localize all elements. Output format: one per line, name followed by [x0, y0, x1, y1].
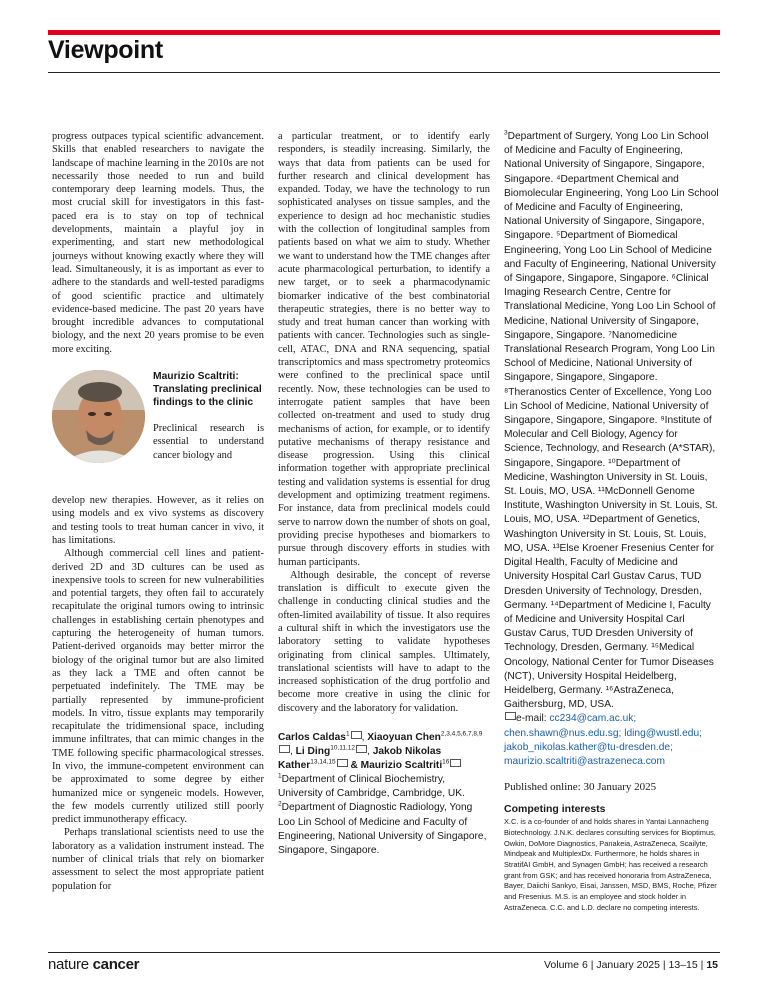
footer-divider — [48, 952, 720, 953]
email-icon — [505, 712, 516, 720]
affiliation-1: $^1$Department of Clinical Biochemistry, University of Cambridge, Cambridge, UK. — [278, 772, 465, 800]
email-links[interactable]: cc234@cam.ac.uk; chen.shawn@nus.edu.sg; lding@wustl.edu; jakob_nikolas.kather@tu-dresden.de; maurizio.scaltriti@astrazeneca.com — [504, 713, 702, 767]
scaltriti-section-header — [52, 364, 264, 494]
affiliation-2: $^2$Department of Diagnostic Radiology, Yong Loo Lin School of Medicine and Faculty of Engineering, National University of Singapore, Singapore, Singapore. — [278, 801, 487, 857]
author-name: Jakob Nikolas Kather — [278, 746, 442, 772]
author-sup: 13,14,15 — [310, 758, 336, 766]
author-sup: 16 — [442, 758, 450, 766]
published-date: Published online: 30 January 2025 — [504, 781, 657, 794]
author-name: Xiaoyuan Chen — [367, 732, 441, 744]
journal-logo — [48, 956, 139, 973]
author-list: Carlos Caldas$^1$ , Xiaoyuan Chen$^{2,3,4,5,6,7,8,9}$, Li Ding$^{10,11,12}$ , Jakob Nikolas Kather$^{13,14,15}$ & Maurizio Scaltriti$^{16}$ — [278, 730, 483, 772]
issue-info — [544, 959, 718, 971]
author-sup: 2,3,4,5,6,7,8,9 — [440, 730, 483, 738]
issue-text: Volume 6 | January 2025 | 13–15 | — [544, 959, 704, 971]
journal-name-part2: cancer — [92, 956, 140, 973]
email-icon[interactable] — [351, 731, 362, 739]
affiliation-1-text: Department of Clinical Biochemistry, University of Cambridge, Cambridge, UK. — [278, 774, 465, 800]
competing-interests-heading: Competing interests — [504, 803, 606, 816]
affiliations-text: Department of Surgery, Yong Loo Lin School of Medicine and Faculty of Engineering, National University of Singapore, Singapore, Singapore. ⁴Department Chemical and Biomolecular Engineering, Yong Loo Lin School of Medicine and Faculty of Engineering, National University of Singapore, Singapore, Singapore. ⁵Department of Biomedical Engineering, Yong Loo Lin School of Medicine and Faculty of Engineering, National University of Singapore, Singapore, Singapore. ⁶Clinical Imaging Research Centre, Centre for Translational Medicine, Yong Loo Lin School of Medicine, National University of Singapore, Singapore, Singapore. ⁷Nanomedicine Translational Research Program, Yong Loo Lin School of Medicine, National University of Singapore, Singapore, Singapore. ⁸Theranostics Center of Excellence, Yong Loo Lin School of Medicine, National University of Singapore, Singapore, Singapore. ⁹Institute of Molecular and Cell Biology, Agency for Science, Technology, and Research (A*STAR), Singapore, Singapore. ¹⁰Department of Medicine, Washington University in St. Louis, St. Louis, MO, USA. ¹¹McDonnell Genome Institute, Washington University in St. Louis, St. Louis, MO, USA. ¹²Department of Genetics, Washington University in St. Louis, St. Louis, MO, USA. ¹³Else Kroener Fresenius Center for Digital Health, Faculty of Medicine and University Hospital Carl Gustav Carus, TUD Dresden University of Technology, Dresden, Germany. ¹⁴Department of Medicine I, Faculty of Medicine and University Hospital Carl Gustav Carus, TUD Dresden University of Technology, Dresden, Germany. ¹⁵Medical Oncology, National Center for Tumor Diseases (NCT), University Hospital Heidelberg, Heidelberg, Germany. ¹⁶AstraZeneca, Gaithersburg, MD, USA. — [504, 131, 719, 711]
email-line — [504, 712, 719, 769]
email-icon[interactable] — [450, 759, 461, 767]
author-name: Li Ding — [295, 746, 331, 758]
page-number: 15 — [706, 959, 718, 971]
email-icon[interactable] — [337, 759, 348, 767]
email-label: e-mail: — [516, 713, 547, 725]
header-divider — [48, 72, 720, 73]
author-name: Maurizio Scaltriti — [360, 760, 443, 772]
col2-paragraph-1: a particular treatment, or to identify early responders, is steadily increasing. Similarly, the ways that data from patients can be used for further research and clinical development has expanded. Today, we have the technology to run sophisticated analyses on tissue samples, and the experience to design ad hoc mechanistic studies with the collection of longitudinal samples from patients based on what we aim to study. Whether we want to understand how the TME changes after acute pharmacological perturbation, to identify a new target, or to seek a pharmacodynamic biomarker indicative of the best combinatorial therapeutic strategies, there is no better way to study and treat human cancer than working with patients with cancer. Technologies such as single-cell, ATAC, DNA and RNA sequencing, spatial transcriptomics and mass spectrometry proteomics were confined to the preclinical space until recently. Now, these technologies can be used to interrogate patient samples that have been collected on-treatment and used to study drug mechanisms of action, for example, or to identify putative mechanisms of therapy resistance and disease progression. Using this clinical information together with appropriate preclinical testing and validation systems is essential for drug development and optimizing treatment regimens. For instance, data from preclinical models could serve to narrow down the number of shots on goal, providing precise hypotheses and biomarkers to pursue through discovery efforts in studies with human participants. — [278, 131, 490, 568]
section-subheading: Maurizio Scaltriti: Translating preclinical findings to the clinic — [153, 371, 262, 409]
section-title: Viewpoint — [48, 36, 163, 64]
email-icon[interactable] — [356, 745, 367, 753]
header-accent-rule — [48, 30, 720, 35]
col1-paragraph-2-wrap: Preclinical research is essential to understand cancer biology and — [153, 423, 264, 461]
col1-paragraph-3: Although commercial cell lines and patient-derived 2D and 3D cultures can be used as inexpensive tools to screen for new vulnerabilities and potential targets, they often fail to accurately recapitulate the original tumors owing to intrinsic challenges in establishing certain phenotypes and capturing the heterogeneity of human tumors. Patient-derived organoids may better mirror the biology of the original tumor but are also limited as they lack a TME and often cannot be perpetuated indefinitely. The TME may be partially represented by immune-proficient models. In vitro, tissue explants may temporarily recapitulate the tridimensional space, including immune infiltrates, that can mimic changes in the TME following specific pharmacological stresses. In vivo, the immune-competent environment can be approximated to some degree by either humanized mice or syngeneic models. However, the few models currently utilized still poorly predict immunotherapy efficacy. — [52, 548, 264, 826]
author-name: Carlos Caldas — [278, 732, 346, 744]
col2-paragraph-2: Although desirable, the concept of reverse translation is difficult to execute given the challenge in conducting clinical studies and the often-limited availability of tissue. It also requires a cultural shift in which the investigators use the laboratory setting to validate hypotheses originating from clinical samples. Ultimately, translational scientists will have to adapt to the increased sophistication of the drug portfolio and become more creative in using the clinic for discovery and the laboratory for validation. — [278, 569, 490, 714]
journal-name-part1: nature — [48, 956, 89, 973]
author-portrait-scaltriti — [52, 370, 145, 463]
competing-interests-text: X.C. is a co-founder of and holds shares in Yantai Lannacheng Biotechnology. J.N.K. declares consulting services for Bioptimus, Owkin, DoMore Diagnostics, Panakeia, AstraZeneca, Scailyte, Mindpeak and MultiplexDx. Furthermore, he holds shares in StratifAI GmbH, and Synagen GmbH; has received a research grant from GSK; and has received honoraria from AstraZeneca, Bayer, Daiichi Sankyo, Eisai, Janssen, MSD, BMS, Roche, Pfizer and Fresenius. M.S. is an employee and stock holder in AstraZeneca. C.C. and L.D. declare no competing interests. — [504, 817, 717, 912]
col1-paragraph-2: develop new therapies. However, as it relies on using models and ex vivo systems as discovery and testing tools to treat human cancer in vivo, it has limitations. — [52, 495, 264, 546]
col1-paragraph-4: Perhaps translational scientists need to use the laboratory as a validation instrument instead. The number of clinical trials that rely on biomarker assessment to select the most appropriate patient population for — [52, 827, 264, 892]
column-3 — [504, 130, 719, 913]
column-1 — [52, 130, 264, 893]
author-sup: 10,11,12 — [330, 744, 356, 752]
col1-paragraph-1: progress outpaces typical scientific advancement. Skills that enabled researchers to navigate the landscape of machine learning in the 2010s are not necessarily those needed to run and build contemporary deep learning models. Thus, the most crucial skill for investigators in this fast-paced era is to stay on top of technical developments, maintain a playful joy in experimenting, and start new methodological journeys without knowing exactly where they will lead. Simultaneously, it is as important as ever to adhere to the standards and well-tested paradigms of good scientific practice and ultimately evidence-based medicine. The past 20 years have brought incredible advances to computational biology, and the next 20 years promise to be even more exciting. — [52, 131, 264, 355]
affiliation-2-text: Department of Diagnostic Radiology, Yong Loo Lin School of Medicine and Faculty of Engineering, National University of Singapore, Singapore, Singapore. — [278, 802, 487, 857]
affiliations-continued: $^3$Department of Surgery, Yong Loo Lin School of Medicine and Faculty of Engineering, National University of Singapore, Singapore, Singapore. ⁴Department Chemical and Biomolecular Engineering, Yong Loo Lin School of Medicine and Faculty of Engineering, National University of Singapore, Singapore, Singapore. ⁵Department of Biomedical Engineering, Yong Loo Lin School of Medicine and Faculty of Engineering, National University of Singapore, Singapore, Singapore. ⁶Clinical Imaging Research Centre, Centre for Translational Medicine, Yong Loo Lin School of Medicine, National University of Singapore, Singapore, Singapore. ⁷Nanomedicine Translational Research Program, Yong Loo Lin School of Medicine, National University of Singapore, Singapore, Singapore. ⁸Theranostics Center of Excellence, Yong Loo Lin School of Medicine, National University of Singapore, Singapore, Singapore. ⁹Institute of Molecular and Cell Biology, Agency for Science, Technology, and Research (A*STAR), Singapore, Singapore. ¹⁰Department of Medicine, Washington University in St. Louis, St. Louis, MO, USA. ¹¹McDonnell Genome Institute, Washington University in St. Louis, St. Louis, MO, USA. ¹²Department of Genetics, Washington University in St. Louis, St. Louis, MO, USA. ¹³Else Kroener Fresenius Center for Digital Health, Faculty of Medicine and University Hospital Carl Gustav Carus, TUD Dresden University of Technology, Dresden, Germany. ¹⁴Department of Medicine I, Faculty of Medicine and University Hospital Carl Gustav Carus, TUD Dresden University of Technology, Dresden, Germany. ¹⁵Medical Oncology, National Center for Tumor Diseases (NCT), University Hospital Heidelberg, Heidelberg, Germany. ¹⁶AstraZeneca, Gaithersburg, MD, USA. — [504, 129, 719, 711]
column-2 — [278, 130, 490, 858]
email-icon[interactable] — [279, 745, 290, 753]
author-ampersand: & — [350, 760, 358, 772]
author-sup: 1 — [345, 730, 350, 738]
